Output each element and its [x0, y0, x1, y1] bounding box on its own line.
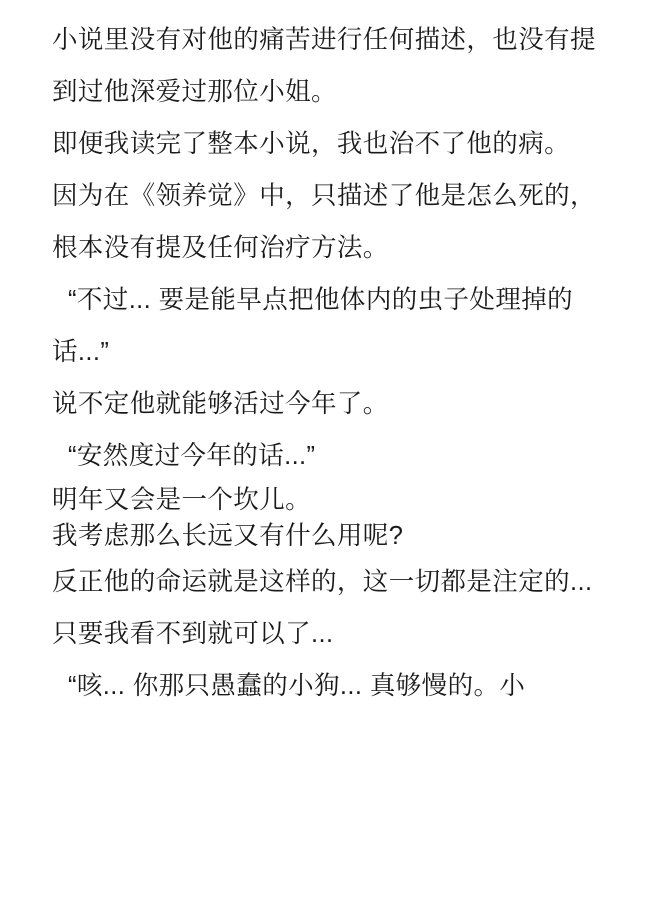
paragraph-11-dialogue: “咳... 你那只愚蠢的小狗... 真够慢的。小: [68, 672, 526, 700]
paragraph-8: 我考虑那么长远又有什么用呢?: [52, 522, 404, 550]
paragraph-2: 即便我读完了整本小说，我也治不了他的病。: [52, 130, 571, 158]
paragraph-3: 因为在《领养觉》中，只描述了他是怎么死的，根本没有提及任何治疗方法。: [52, 182, 596, 262]
paragraph-7: 明年又会是一个坎儿。: [52, 486, 312, 514]
paragraph-4-dialogue: “不过... 要是能早点把他体内的虫子处理掉的话...”: [52, 286, 574, 366]
paragraph-6-dialogue: “安然度过今年的话...”: [68, 442, 316, 470]
paragraph-1: 小说里没有对他的痛苦进行任何描述，也没有提到过他深爱过那位小姐。: [52, 26, 596, 106]
paragraph-10: 只要我看不到就可以了...: [52, 620, 334, 648]
paragraph-9: 反正他的命运就是这样的，这一切都是注定的...: [52, 568, 593, 596]
paragraph-5: 说不定他就能够活过今年了。: [52, 390, 389, 418]
